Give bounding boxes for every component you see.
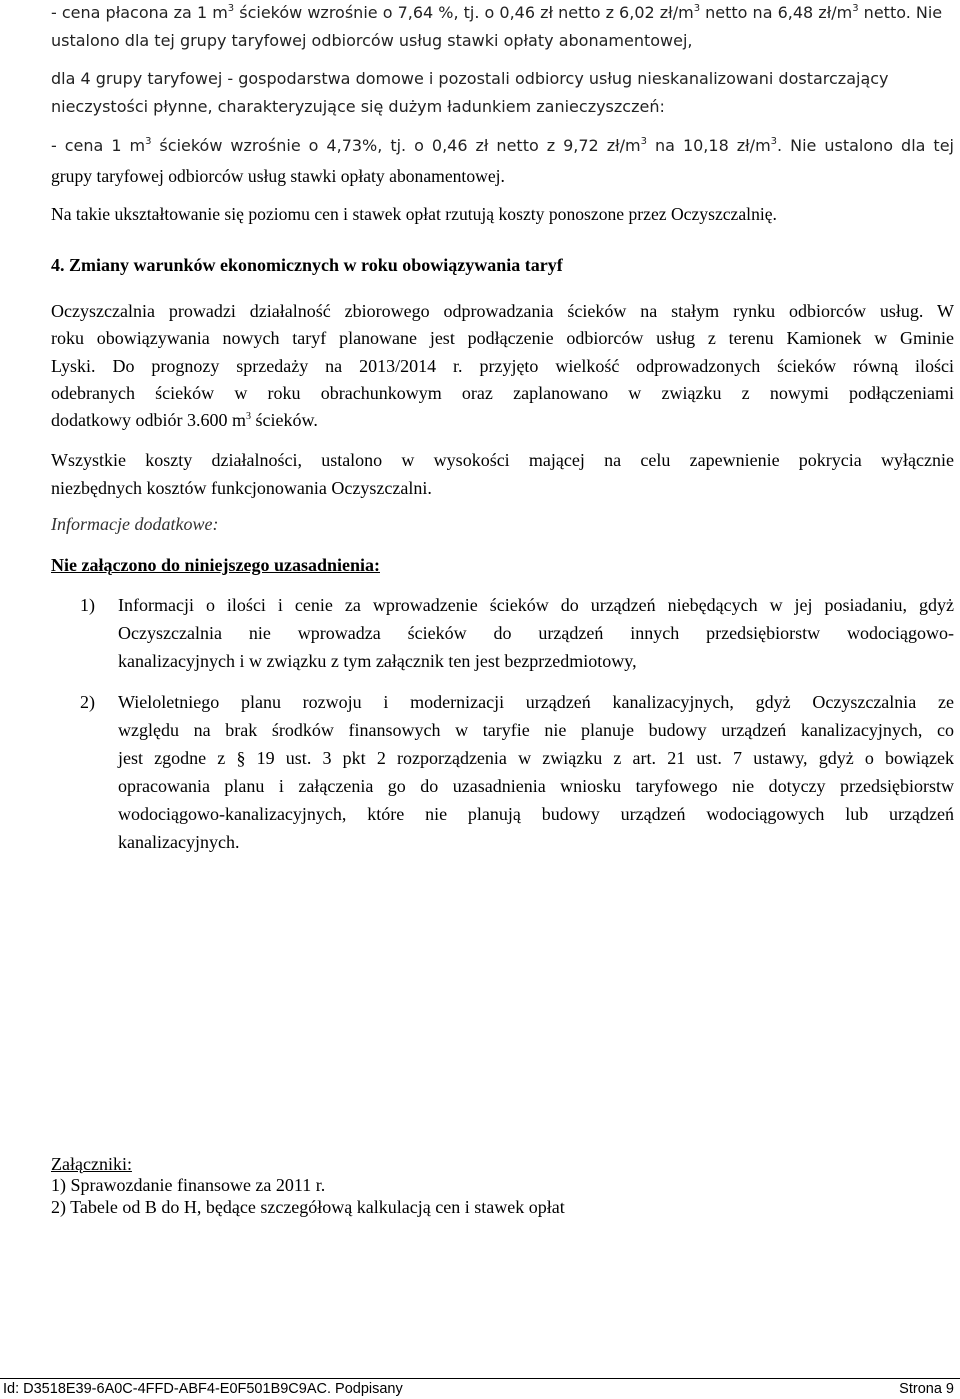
text-fragment: - cena 1 m	[51, 136, 146, 155]
list-item-line: Oczyszczalnia nie wprowadza ścieków do urządzeń innych przedsiębiorstw wodociągowo-	[118, 623, 954, 643]
list-item-line: kanalizacyjnych i w związku z tym załącznik ten jest bezprzedmiotowy,	[118, 651, 637, 671]
text-fragment: netto na 6,48 zł/m	[700, 3, 853, 22]
price-line-3	[51, 135, 954, 157]
page-number: Strona 9	[899, 1381, 954, 1397]
superscript: 3	[246, 411, 251, 422]
price-line-1	[51, 2, 954, 24]
attachment-item: 2) Tabele od B do H, będące szczegółową kalkulacją cen i stawek opłat	[51, 1197, 565, 1217]
section-paragraph-line: roku obowiązywania nowych taryf planowane jest podłączenie odbiorców usług z terenu Kamionek w Gminie	[51, 328, 954, 348]
list-item-line: opracowania planu i załączenia go do uzasadnienia wniosku taryfowego nie dotyczy przedsiębiorstw	[118, 776, 954, 796]
list-item-line: Wieloletniego planu rozwoju i modernizacji urządzeń kanalizacyjnych, gdyż Oczyszczalnia ze	[118, 692, 954, 712]
text-fragment: ścieków wzrośnie o 4,73%, tj. o 0,46 zł netto z 9,72 zł/m	[151, 136, 641, 155]
group4-line-2: nieczystości płynne, charakteryzujące się dużym ładunkiem zanieczyszczeń:	[51, 97, 665, 116]
list-number: 1)	[80, 595, 95, 615]
section-paragraph-line: Oczyszczalnia prowadzi działalność zbiorowego odprowadzania ścieków na stałym rynku odbiorców usług. W	[51, 301, 954, 321]
attachment-item: 1) Sprawozdanie finansowe za 2011 r.	[51, 1175, 326, 1195]
section-paragraph-line	[51, 409, 954, 431]
document-id: Id: D3518E39-6A0C-4FFD-ABF4-E0F501B9C9AC. Podpisany	[3, 1381, 403, 1397]
section-heading: 4. Zmiany warunków ekonomicznych w roku obowiązywania taryf	[51, 255, 563, 275]
group4-line-1: dla 4 grupy taryfowej - gospodarstwa domowe i pozostali odbiorcy usług nieskanalizowani dostarczający	[51, 69, 889, 88]
price-line-4: grupy taryfowej odbiorców usług stawki opłaty abonamentowej.	[51, 166, 505, 186]
list-number: 2)	[80, 692, 95, 712]
text-fragment: dodatkowy odbiór 3.600 m	[51, 410, 246, 430]
not-attached-heading: Nie załączono do niniejszego uzasadnienia:	[51, 555, 380, 575]
attachments-heading: Załączniki:	[51, 1154, 132, 1174]
section-paragraph-line: Lyski. Do prognozy sprzedaży na 2013/2014 r. przyjęto wielkość odprowadzonych ścieków równą ilości	[51, 356, 954, 376]
list-item-line: kanalizacyjnych.	[118, 832, 240, 852]
costs-paragraph-line: Wszystkie koszty działalności, ustalono w wysokości mającej na celu zapewnienie pokrycia wyłącznie	[51, 450, 954, 470]
list-item-line: Informacji o ilości i cenie za wprowadzenie ścieków do urządzeń niebędących w jej posiadaniu, gdyż	[118, 595, 954, 615]
list-item-line: względu na brak środków finansowych w taryfie nie planuje budowy urządzeń kanalizacyjnych, co	[118, 720, 954, 740]
superscript: 3	[770, 136, 778, 147]
additional-info-label: Informacje dodatkowe:	[51, 514, 219, 534]
price-line-2: ustalono dla tej grupy taryfowej odbiorców usług stawki opłaty abonamentowej,	[51, 31, 693, 50]
superscript: 3	[693, 3, 701, 14]
superscript: 3	[852, 3, 859, 14]
superscript: 3	[640, 136, 648, 147]
list-item-line: wodociągowo-kanalizacyjnych, które nie planują budowy urządzeń wodociągowych lub urządzeń	[118, 804, 954, 824]
cost-statement: Na takie ukształtowanie się poziomu cen i stawek opłat rzutują koszty ponoszone przez Oczyszczalnię.	[51, 204, 777, 224]
superscript: 3	[227, 3, 235, 14]
list-item-line: jest zgodne z § 19 ust. 3 pkt 2 rozporządzenia w związku z art. 21 ust. 7 ustawy, gdyż o bowiązek	[118, 748, 954, 768]
text-fragment: ścieków wzrośnie o 7,64 %, tj. o 0,46 zł netto z 6,02 zł/m	[234, 3, 694, 22]
superscript: 3	[145, 136, 152, 147]
costs-paragraph-line: niezbędnych kosztów funkcjonowania Oczyszczalni.	[51, 478, 432, 498]
text-fragment: . Nie ustalono dla tej	[777, 136, 954, 155]
section-paragraph-line: odebranych ścieków w roku obrachunkowym oraz zaplanowano w związku z nowymi podłączeniami	[51, 383, 954, 403]
footer-divider	[0, 1378, 960, 1379]
text-fragment: netto. Nie	[858, 3, 943, 22]
text-fragment: - cena płacona za 1 m	[51, 3, 228, 22]
text-fragment: ścieków.	[251, 410, 318, 430]
text-fragment: na 10,18 zł/m	[647, 136, 771, 155]
